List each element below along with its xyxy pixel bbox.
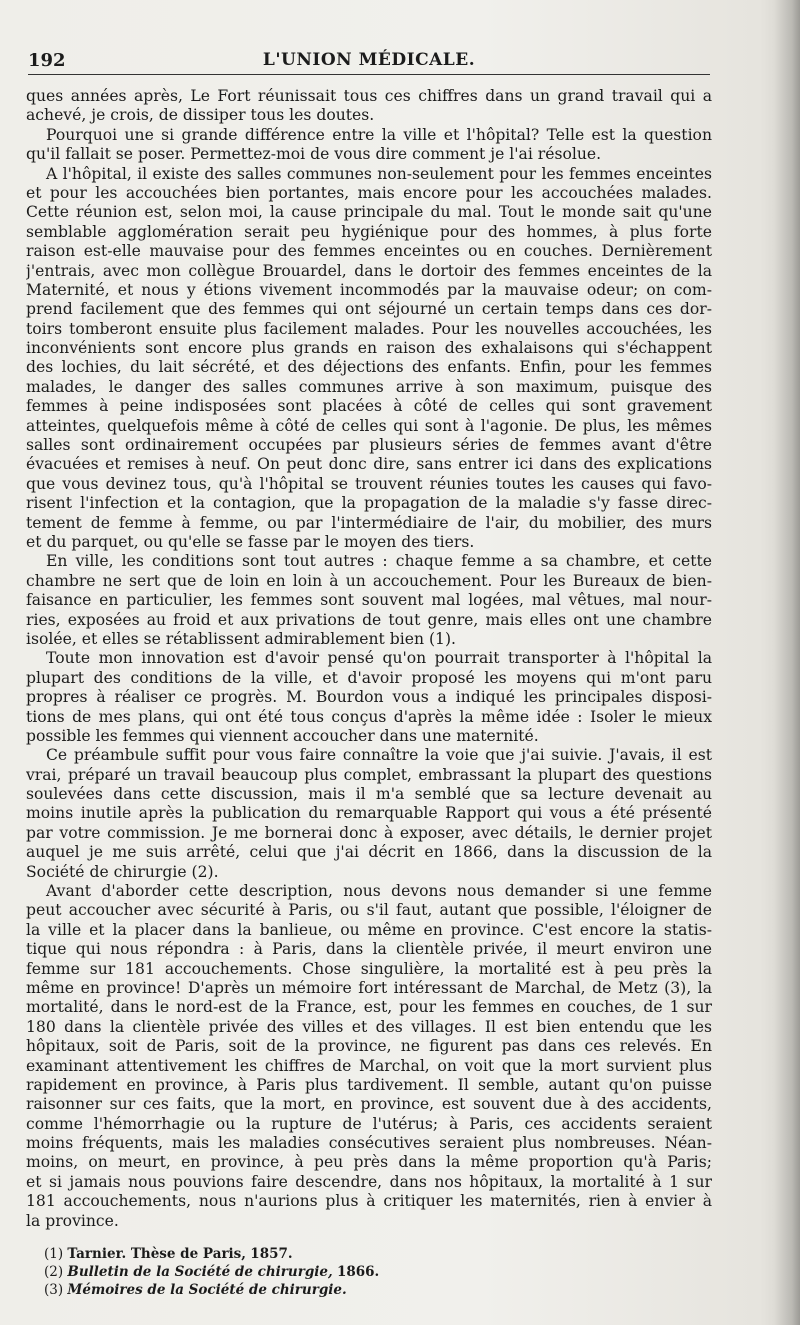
running-title: L'UNION MÉDICALE. — [262, 50, 476, 70]
page-number: 192 — [28, 50, 66, 71]
text-line: et du parquet, ou qu'elle se fasse par le moyen des tiers. — [26, 532, 475, 551]
spine-shadow — [774, 0, 800, 1325]
text-line: raison est-elle mauvaise pour des femmes enceintes ou en couches. Dernièrement — [26, 242, 712, 261]
text-line: qu'il fallait se poser. Permettez-moi de vous dire comment je l'ai résolue. — [26, 145, 602, 164]
text-line: même en province! D'après un mémoire fort intéressant de Marchal, de Metz (3), la — [26, 978, 712, 997]
text-line: vrai, préparé un travail beaucoup plus complet, embrassant la plupart des questions — [26, 765, 712, 784]
text-line: et pour les accouchées bien portantes, mais encore pour les accouchées malades. — [26, 183, 712, 202]
text-line: moins inutile après la publication du remarquable Rapport qui vous a été présenté — [26, 804, 712, 823]
footnote-title: Mémoires de la Société de chirurgie. — [67, 1282, 347, 1298]
text-line: prend facilement que des femmes qui ont séjourné un certain temps dans ces dor- — [26, 300, 712, 319]
text-line: et si jamais nous pouvions faire descendre, dans nos hôpitaux, la mortalité à 1 sur — [26, 1172, 712, 1191]
text-line: En ville, les conditions sont tout autres : chaque femme a sa chambre, et cette — [46, 552, 712, 571]
text-line: Toute mon innovation est d'avoir pensé qu'on pourrait transporter à l'hôpital la — [46, 649, 712, 668]
footnote-number: (3) — [44, 1282, 64, 1298]
text-line: soulevées dans cette discussion, mais il m'a semblé que sa lecture devenait au — [26, 785, 712, 804]
text-line: hôpitaux, soit de Paris, soit de la province, ne figurent pas dans ces relevés. En — [26, 1037, 712, 1056]
text-line: salles sont ordinairement occupées par plusieurs séries de femmes avant d'être — [26, 436, 712, 455]
text-line: raisonner sur ces faits, que la mort, en province, est souvent due à des accidents, — [26, 1095, 712, 1114]
footnote — [44, 1263, 704, 1281]
footnote — [44, 1245, 704, 1263]
footnote-year: 1857. — [250, 1246, 293, 1262]
text-line: femme sur 181 accouchements. Chose singulière, la mortalité est à peu près la — [26, 959, 712, 978]
text-line: ques années après, Le Fort réunissait tous ces chiffres dans un grand travail qui a — [26, 87, 712, 105]
text-line: chambre ne sert que de loin en loin à un accouchement. Pour les Bureaux de bien- — [26, 571, 712, 590]
text-line: plupart des conditions de la ville, et d'avoir proposé les moyens qui m'ont paru — [26, 668, 712, 687]
text-line: auquel je me suis arrêté, celui que j'ai décrit en 1866, dans la discussion de la — [26, 843, 712, 862]
text-line: atteintes, quelquefois même à côté de celles qui sont à l'agonie. De plus, les mêmes — [26, 416, 712, 435]
text-line: mortalité, dans le nord-est de la France, est, pour les femmes en couches, de 1 sur — [26, 998, 712, 1017]
text-line: achevé, je crois, de dissiper tous les doutes. — [26, 106, 375, 125]
text-line: la ville et la placer dans la banlieue, ou même en province. C'est encore la statis- — [26, 920, 712, 939]
footnote-title: Bulletin de la Société de chirurgie, — [67, 1264, 333, 1280]
footnotes — [44, 1245, 704, 1299]
text-line: évacuées et remises à neuf. On peut donc dire, sans entrer ici dans des explications — [26, 455, 712, 474]
text-line: des lochies, du lait sécrété, et des déjections des enfants. Enfin, pour les femmes — [26, 358, 712, 377]
text-line: Avant d'aborder cette description, nous devons nous demander si une femme — [46, 882, 712, 901]
text-line: la province. — [26, 1211, 119, 1230]
text-line: semblable agglomération serait peu hygiénique pour des hommes, à plus forte — [26, 222, 712, 241]
footnote — [44, 1281, 704, 1299]
text-line: propres à réaliser ce progrès. M. Bourdon vous a indiqué les principales disposi- — [26, 688, 712, 707]
text-line: peut accoucher avec sécurité à Paris, ou s'il faut, autant que possible, l'éloigner de — [26, 901, 712, 920]
text-line: femmes à peine indisposées sont placées à côté de celles qui sont gravement — [26, 397, 712, 416]
text-line: possible les femmes qui viennent accoucher dans une maternité. — [26, 726, 539, 745]
text-line: moins fréquents, mais les maladies consécutives seraient plus nombreuses. Néan- — [26, 1134, 712, 1153]
text-line: tique qui nous répondra : à Paris, dans la clientèle privée, il meurt environ une — [26, 940, 712, 959]
text-line: Ce préambule suffit pour vous faire connaître la voie que j'ai suivie. J'avais, il est — [46, 746, 712, 765]
header-rule — [28, 74, 710, 75]
text-line: toirs tomberont ensuite plus facilement malades. Pour les nouvelles accouchées, les — [26, 319, 712, 338]
text-line: inconvénients sont encore plus grands en raison des exhalaisons qui s'échappent — [26, 339, 712, 358]
text-line: moins, on meurt, en province, à peu près dans la même proportion qu'à Paris; — [26, 1153, 712, 1172]
text-line: faisance en particulier, les femmes sont souvent mal logées, mal vêtues, mal nour- — [26, 591, 712, 610]
text-line: risent l'infection et la contagion, que la propagation de la maladie s'y fasse direc- — [26, 494, 712, 513]
text-line: tement de femme à femme, ou par l'intermédiaire de l'air, du mobilier, des murs — [26, 513, 712, 532]
text-line: Société de chirurgie (2). — [26, 862, 219, 881]
body-text — [26, 87, 712, 1231]
text-line: isolée, et elles se rétablissent admirablement bien (1). — [26, 629, 456, 648]
text-line: Pourquoi une si grande différence entre la ville et l'hôpital? Telle est la question — [46, 125, 712, 144]
text-line: 181 accouchements, nous n'aurions plus à critiquer les maternités, rien à envier à — [26, 1192, 712, 1211]
text-line: tions de mes plans, qui ont été tous conçus d'après la même idée : Isoler le mieux — [26, 707, 712, 726]
text-line: Maternité, et nous y étions vivement incommodés par la mauvaise odeur; on com- — [26, 280, 712, 299]
footnote-number: (1) — [44, 1246, 64, 1262]
text-line: comme l'hémorrhagie ou la rupture de l'utérus; à Paris, ces accidents seraient — [26, 1114, 712, 1133]
page-header — [28, 50, 710, 76]
text-line: Cette réunion est, selon moi, la cause principale du mal. Tout le monde sait qu'une — [26, 203, 712, 222]
footnote-year: 1866. — [336, 1264, 380, 1280]
text-line: que vous devinez tous, qu'à l'hôpital se trouvent réunies toutes les causes qui favo- — [26, 474, 712, 493]
text-line: ries, exposées au froid et aux privations de tout genre, mais elles ont une chambre — [26, 610, 712, 629]
footnote-number: (2) — [44, 1264, 64, 1280]
text-line: j'entrais, avec mon collègue Brouardel, dans le dortoir des femmes enceintes de la — [26, 261, 712, 280]
text-line: rapidement en province, à Paris plus tardivement. Il semble, autant qu'on puisse — [26, 1075, 712, 1094]
text-line: examinant attentivement les chiffres de Marchal, on voit que la mort survient plus — [26, 1056, 712, 1075]
text-line: par votre commission. Je me bornerai donc à exposer, avec détails, le dernier projet — [26, 823, 712, 842]
text-line: A l'hôpital, il existe des salles communes non-seulement pour les femmes enceintes — [46, 164, 712, 183]
text-line: 180 dans la clientèle privée des villes et des villages. Il est bien entendu que les — [26, 1017, 712, 1036]
footnote-title: Tarnier. Thèse de Paris, — [67, 1246, 246, 1262]
text-line: malades, le danger des salles communes arrive à son maximum, puisque des — [26, 377, 712, 396]
